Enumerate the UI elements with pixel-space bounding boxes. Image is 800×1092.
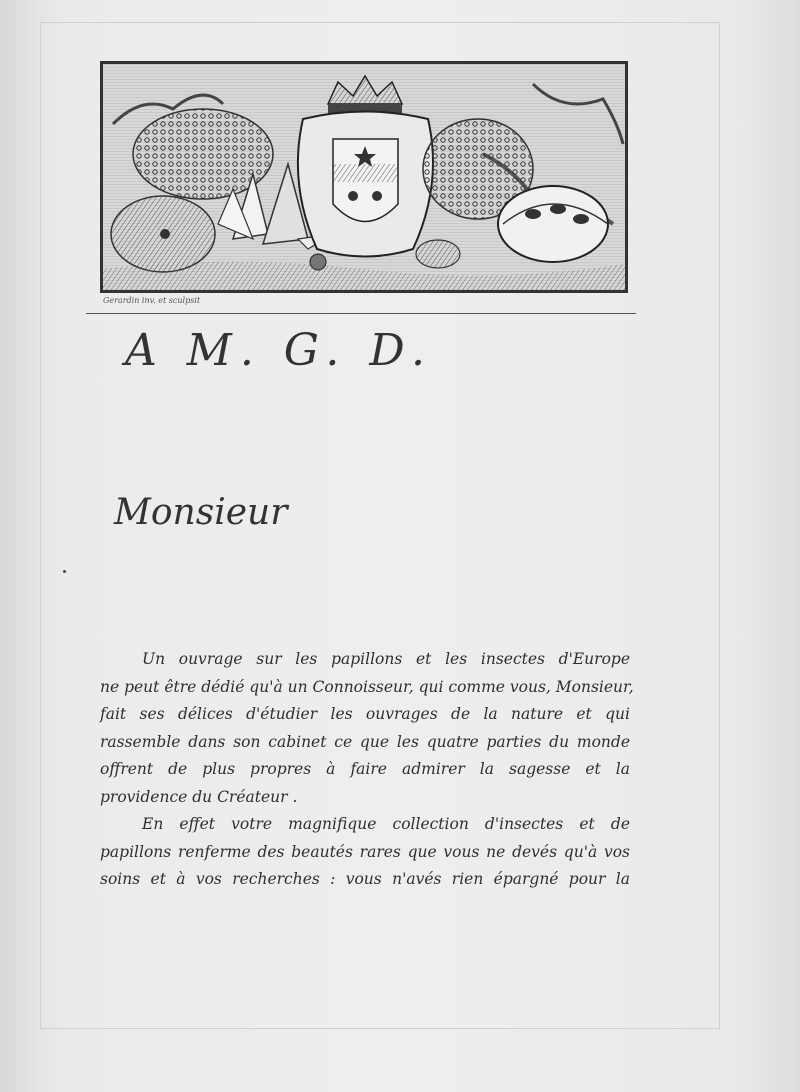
engraver-signature: Gerardin inv. et sculpsit — [103, 296, 201, 305]
text-line: Un ouvrage sur les papillons et les insectes d'Europe — [142, 650, 630, 668]
salutation: Monsieur — [114, 492, 288, 533]
engraved-vignette — [100, 61, 628, 293]
text-line: papillons renferme des beautés rares que vous ne devés qu'à vos — [100, 842, 630, 861]
dedication-text — [100, 646, 634, 894]
text-line: En effet votre magnifique collection d'insectes et de — [142, 815, 630, 833]
dedication-heading: A M. G. D. — [125, 325, 434, 376]
coat-of-arms-illustration — [103, 64, 625, 290]
text-line: ne peut être dédié qu'à un Connoisseur, qui comme vous, Monsieur, — [100, 677, 634, 696]
divider-rule — [86, 313, 636, 314]
text-line: offrent de plus propres à faire admirer la sagesse et la — [100, 760, 630, 778]
text-line: soins et à vos recherches : vous n'avés rien épargné pour la — [100, 870, 630, 888]
text-line: providence du Créateur . — [100, 787, 298, 806]
text-line: fait ses délices d'étudier les ouvrages de la nature et qui — [100, 705, 630, 723]
ink-speck — [63, 570, 66, 573]
text-line: rassemble dans son cabinet ce que les quatre parties du monde — [100, 732, 630, 751]
